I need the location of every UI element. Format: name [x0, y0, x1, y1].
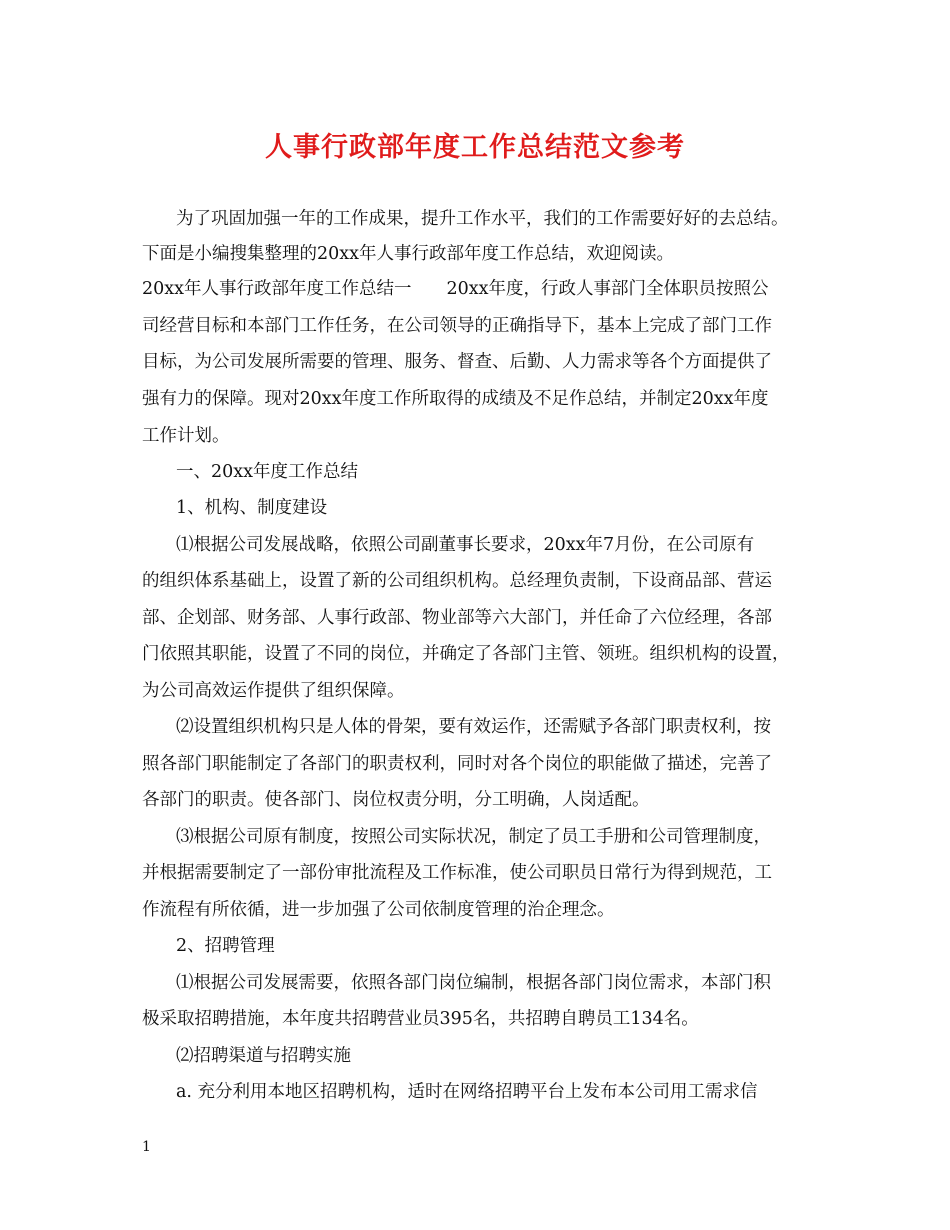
paragraph-line: a. 充分利用本地区招聘机构，适时在网络招聘平台上发布本公司用工需求信: [176, 1082, 758, 1102]
paragraph-line: 并根据需要制定了一部份审批流程及工作标准，使公司职员日常行为得到规范，工: [142, 863, 772, 883]
paragraph-line: 工作计划。: [142, 426, 230, 446]
paragraph-line: 下面是小编搜集整理的20xx年人事行政部年度工作总结，欢迎阅读。: [142, 244, 675, 264]
paragraph-line: 为公司高效运作提供了组织保障。: [142, 681, 405, 701]
paragraph-line: 各部门的职责。使各部门、岗位权责分明，分工明确，人岗适配。: [142, 790, 650, 810]
subsection-heading: 2、招聘管理: [176, 936, 275, 956]
paragraph-line: 司经营目标和本部门工作任务，在公司领导的正确指导下，基本上完成了部门工作: [142, 316, 772, 336]
paragraph-line: ⑴根据公司发展战略，依照公司副董事长要求，20xx年7月份，在公司原有: [176, 535, 755, 555]
subsection-heading: 1、机构、制度建设: [176, 498, 328, 518]
paragraph-line: 20xx年人事行政部年度工作总结一 20xx年度，行政人事部门全体职员按照公: [142, 279, 769, 299]
paragraph-line: ⑵设置组织机构只是人体的骨架，要有效运作，还需赋予各部门职责权利，按: [176, 717, 771, 737]
paragraph-line: 的组织体系基础上，设置了新的公司组织机构。总经理负责制，下设商品部、营运: [142, 571, 772, 591]
section-heading: 一、20xx年度工作总结: [176, 462, 359, 482]
paragraph-line: 部、企划部、财务部、人事行政部、物业部等六大部门，并任命了六位经理，各部: [142, 608, 772, 628]
paragraph-line: 照各部门职能制定了各部门的职责权利，同时对各个岗位的职能做了描述，完善了: [142, 754, 772, 774]
paragraph-line: 门依照其职能，设置了不同的岗位，并确定了各部门主管、领班。组织机构的设置，: [142, 644, 790, 664]
paragraph-line: 为了巩固加强一年的工作成果，提升工作水平，我们的工作需要好好的去总结。: [176, 209, 789, 229]
page-number: 1: [142, 1139, 151, 1155]
paragraph-line: ⑶根据公司原有制度，按照公司实际状况，制定了员工手册和公司管理制度，: [176, 827, 771, 847]
page-title: 人事行政部年度工作总结范文参考: [265, 132, 685, 163]
subsection-heading: ⑵招聘渠道与招聘实施: [176, 1046, 351, 1066]
paragraph-line: ⑴根据公司发展需要，依照各部门岗位编制，根据各部门岗位需求，本部门积: [176, 973, 771, 993]
paragraph-line: 目标，为公司发展所需要的管理、服务、督查、后勤、人力需求等各个方面提供了: [142, 352, 772, 372]
paragraph-line: 极采取招聘措施，本年度共招聘营业员395名，共招聘自聘员工134名。: [142, 1009, 699, 1029]
paragraph-line: 强有力的保障。现对20xx年度工作所取得的成绩及不足作总结，并制定20xx年度: [142, 389, 769, 409]
paragraph-line: 作流程有所依循，进一步加强了公司依制度管理的治企理念。: [142, 900, 615, 920]
